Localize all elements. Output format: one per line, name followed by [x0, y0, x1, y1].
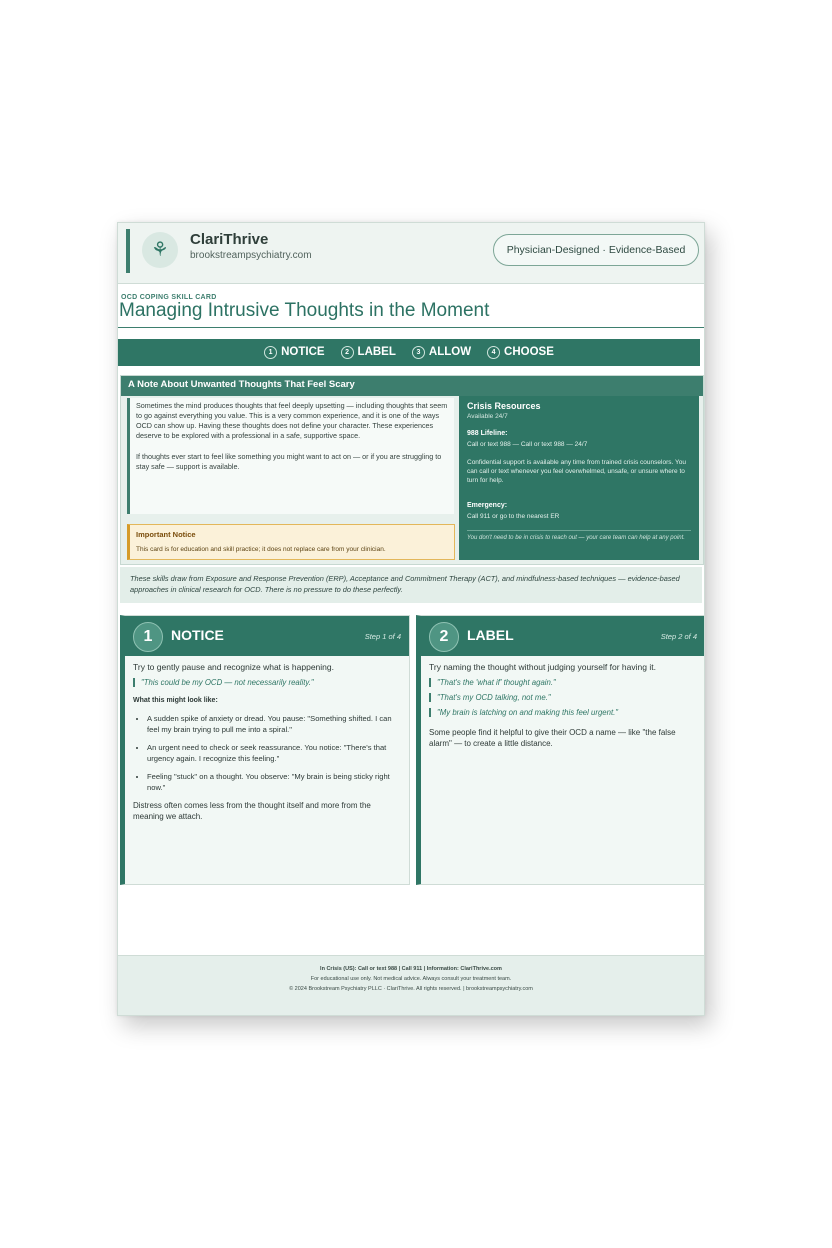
- crisis-subtitle: Available 24/7: [467, 413, 508, 420]
- crisis-footnote: You don't need to be in crisis to reach out — your care team can help at any point.: [467, 535, 685, 541]
- step-chip-notice: 1 NOTICE: [264, 346, 324, 359]
- step-quote: "This could be my OCD — not necessarily reality.": [133, 678, 401, 687]
- card-eyebrow: OCD COPING SKILL CARD: [121, 294, 217, 301]
- step-card-header: [421, 616, 705, 656]
- step-card-title: LABEL: [467, 627, 514, 643]
- step-card-body: [125, 656, 409, 822]
- card-footer: [118, 955, 704, 1016]
- credential-badge: Physician-Designed · Evidence-Based: [493, 234, 699, 266]
- card-header: [118, 223, 704, 284]
- note-paragraph-1: Sometimes the mind produces thoughts that feel deeply upsetting — including thoughts that seem to go against everything you value. This is a very common experience, and it is one of the ways OCD can show up. Having these thoughts does not define your character. These experiences deserve to be explored with a professional in a safe, supportive space.: [136, 401, 448, 440]
- step-card-body: [421, 656, 705, 749]
- page-title: Managing Intrusive Thoughts in the Moment: [119, 300, 490, 321]
- notice-text: This card is for education and skill practice; it does not replace care from your clinician.: [136, 546, 386, 553]
- brand-name: ClariThrive: [190, 231, 269, 248]
- step-counter: Step 2 of 4: [660, 632, 697, 641]
- step-chip-label: 2 LABEL: [341, 346, 396, 359]
- step-lead: Try naming the thought without judging yourself for having it.: [429, 662, 656, 672]
- step-card-header: [125, 616, 409, 656]
- coping-card-page: [117, 222, 705, 1016]
- step-quote: "That's the 'what if' thought again.": [429, 678, 697, 687]
- step-number: 1: [133, 622, 163, 652]
- emergency-text[interactable]: Call 911 or go to the nearest ER: [467, 513, 560, 520]
- crisis-title: Crisis Resources: [467, 401, 541, 411]
- step-closing-text: Some people find it helpful to give their OCD a name — like "the false alarm" — to create a little distance.: [429, 728, 676, 748]
- list-item: • An urgent need to check or seek reassurance. You notice: "There's that urgency again. I recognize this feeling.": [147, 742, 401, 764]
- step-number: 2: [429, 622, 459, 652]
- header-accent-bar: [126, 229, 130, 273]
- footer-copyright: © 2024 Brookstream Psychiatry PLLC · ClariThrive. All rights reserved. | brookstreampsychiatry.com: [289, 986, 533, 992]
- step-lead: Try to gently pause and recognize what is happening.: [133, 662, 334, 672]
- scary-thoughts-note: [120, 375, 704, 565]
- title-divider: [118, 327, 704, 328]
- lifeline-text[interactable]: Call or text 988 — Call or text 988 — 24/7: [467, 441, 588, 448]
- emergency-heading: Emergency:: [467, 502, 508, 509]
- step-chip-choose: 4 CHOOSE: [487, 346, 554, 359]
- notice-title: Important Notice: [136, 530, 196, 539]
- examples-list: [133, 713, 401, 793]
- crisis-resources-panel: [459, 396, 699, 560]
- note-body: [127, 398, 454, 514]
- steps-bar: [118, 339, 700, 366]
- sprout-icon: ⚘: [142, 232, 178, 268]
- step-card-label: [416, 615, 705, 885]
- step-card-notice: [120, 615, 410, 885]
- note-title: A Note About Unwanted Thoughts That Feel Scary: [128, 379, 355, 390]
- footer-crisis-line: In Crisis (US): Call or text 988 | Call 911 | Information: ClariThrive.com: [320, 966, 502, 972]
- note-paragraph-2: If thoughts ever start to feel like something you might want to act on — or if you are struggling to stay safe — support is available.: [136, 452, 442, 471]
- step-quote: "My brain is latching on and making this feel urgent.": [429, 708, 697, 717]
- lifeline-description: Confidential support is available any time from trained crisis counselors. You can call or text whenever you feel overwhelmed, unsafe, or unsure where to turn for help.: [467, 459, 686, 484]
- important-notice: [127, 524, 455, 560]
- lifeline-heading: 988 Lifeline:: [467, 430, 508, 437]
- note-header: [121, 376, 703, 396]
- footer-disclaimer: For educational use only. Not medical advice. Always consult your treatment team.: [310, 976, 512, 982]
- examples-label: What this might look like:: [133, 697, 218, 704]
- evidence-basis-banner: [120, 567, 702, 603]
- step-card-title: NOTICE: [171, 627, 224, 643]
- step-chip-allow: 3 ALLOW: [412, 346, 471, 359]
- step-quote: "That's my OCD talking, not me.": [429, 693, 697, 702]
- list-item: • Feeling "stuck" on a thought. You observe: "My brain is being sticky right now.": [147, 771, 401, 793]
- step-counter: Step 1 of 4: [364, 632, 401, 641]
- list-item: • A sudden spike of anxiety or dread. You pause: "Something shifted. I can feel my brain trying to pull me into a spiral.": [147, 713, 401, 735]
- brand-website: brookstreampsychiatry.com: [190, 250, 312, 261]
- evidence-text: These skills draw from Exposure and Response Prevention (ERP), Acceptance and Commitment Therapy (ACT), and mindfulness-based techniques — evidence-based approaches in clinical research for OCD. There is no pressure to do these perfectly.: [130, 574, 680, 594]
- step-closing-text: Distress often comes less from the thought itself and more from the meaning we attach.: [133, 801, 371, 821]
- crisis-divider: [467, 530, 691, 531]
